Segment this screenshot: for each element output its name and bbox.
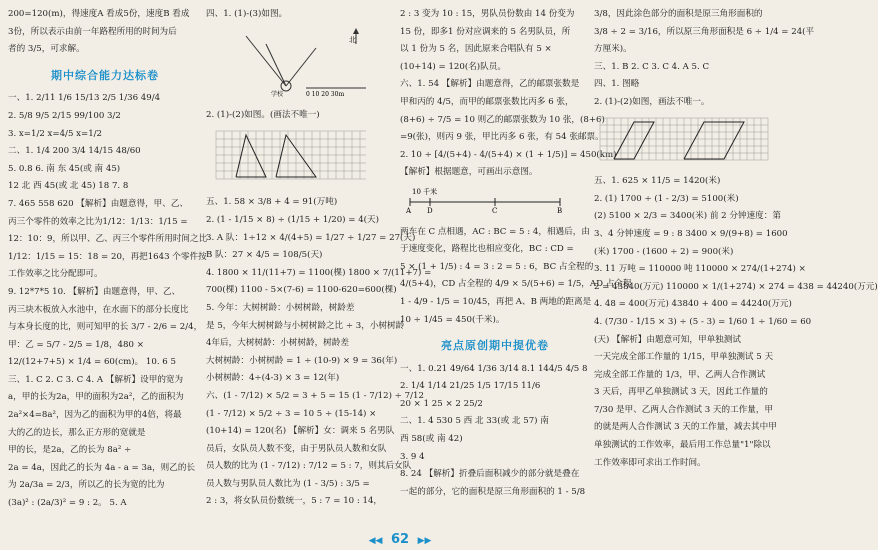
grid-triangle-diagram	[206, 127, 376, 185]
answer-line: 二、1. 4 530 5 西 北 33(或 北 57) 南	[400, 416, 549, 427]
answer-line: 六、(1 - 7/12) × 5/2 = 3 + 5 = 15 (1 - 7/12) ÷ 7/12	[206, 390, 424, 401]
answer-line: 12/(12+7+5) × 1/4 = 60(cm)。 10. 6 5	[8, 357, 176, 368]
answer-line: 五、1. 625 × 11/5 = 1420(米)	[594, 176, 721, 187]
answer-line: 2a²×4=8a²，因为乙的面积为甲的4倍，将最	[8, 410, 182, 421]
column-1	[8, 6, 208, 528]
answer-line: 工作效率之比分配即可。	[8, 269, 103, 280]
answer-line: 工作效率即可求出工作时间。	[594, 457, 706, 468]
answer-line: 一天完成全部工作量的 1/15，甲单独测试 5 天	[594, 352, 774, 363]
answer-line: 2. 1/4 1/14 21/25 1/5 17/15 11/6	[400, 381, 541, 392]
answer-line: 2. 5/8 9/5 2/15 99/100 3/2	[8, 110, 121, 121]
answer-line: 5. 0.8 6. 南 东 45(或 南 45)	[8, 163, 121, 174]
answer-line: (1 - 7/12) × 5/2 ÷ 3 = 10 5 ÷ (15-14) ×	[206, 408, 377, 419]
answer-line: 4. 1800 × 11/(11+7) = 1100(棵) 1800 × 7/(11+7) =	[206, 267, 432, 278]
answer-line: 甲和丙的 4/5，而甲的邮票张数比丙多 6 张，	[400, 96, 574, 107]
answer-list	[594, 173, 878, 472]
column-4	[594, 6, 878, 528]
answer-line: 一、1. 2/11 1/6 15/13 2/5 1/36 49/4	[8, 93, 161, 104]
answer-line: 一、1. 0.21 49/64 1/36 3/14 8.1 144/5 4/5 8	[400, 363, 588, 374]
point-b-label: B	[557, 206, 563, 215]
answer-list	[206, 6, 396, 24]
answer-line: 3. 11 万吨 = 110000 吨 110000 × 274/(1+274) ×	[594, 264, 806, 275]
answer-line: a，甲的长为2a，甲的面积为2a²，乙的面积为	[8, 392, 184, 403]
answer-line: 20 × 1 25 × 2 25/2	[400, 398, 483, 409]
answer-line: 三、1. B 2. C 3. C 4. A 5. C	[594, 61, 710, 72]
answer-line: (10+14) = 120(名)队员。	[400, 61, 506, 72]
answer-line: 700(棵) 1100 - 5×(7-6) = 1100-620=600(棵)	[206, 285, 397, 296]
answer-line: 五、1. 58 × 3/8 + 4 = 91(万吨)	[206, 197, 338, 208]
answer-line: 小树树龄：4÷(4-3) × 3 = 12(年)	[206, 373, 340, 384]
section-title-midterm-excellence: 亮点原创期中提优卷	[441, 339, 549, 353]
point-a-label: A	[406, 206, 412, 215]
answer-line: 4. (7/30 - 1/15 × 3) ÷ (5 - 3) = 1/60 1 ÷ 1/60 = 60	[594, 316, 812, 327]
school-label: 学校	[271, 90, 284, 98]
answer-line: 1/12：1/15 = 15：18 = 20，再把1643 个零件按	[8, 251, 207, 262]
answer-line: 丙三个零件的效率之比为1/12：1/13：1/15 =	[8, 216, 188, 227]
answer-line: 3. x=1/2 x=4/5 x=1/2	[8, 128, 103, 139]
page-number: 62	[390, 532, 410, 547]
answer-line: 六、1. 54 【解析】由题意得，乙的邮票张数是	[400, 79, 580, 90]
answer-line: 员人数与男队员人数比为 (1 - 3/5) : 3/5 =	[206, 478, 370, 489]
answer-list	[206, 107, 396, 125]
answer-line: (8+6) ÷ 7/5 = 10 则乙的邮票张数为 10 张，(8+6)	[400, 114, 605, 125]
answer-line: 以 1 份为 5 名，因此原来合唱队有 5 ×	[400, 44, 552, 55]
answer-line: 3、4 分钟速度 = 9 : 8 3400 × 9/(9+8) = 1600	[594, 228, 788, 239]
answer-line: 3份，所以表示由前一年路程所用的时间为后	[8, 26, 177, 37]
answer-line: 三、1. C 2. C 3. C 4. A 【解析】设甲的宽为	[8, 374, 184, 385]
answer-line: 2a = 4a，因此乙的长为 4a - a = 3a，则乙的长	[8, 462, 196, 473]
answer-list	[594, 6, 815, 112]
point-c-label: C	[492, 206, 498, 215]
answer-line: 四、1. 图略	[594, 79, 640, 90]
answer-line: 8. 24 【解析】折叠后面积减少的部分就是叠在	[400, 469, 580, 480]
answer-line: 10 ÷ 1/45 = 450(千米)。	[400, 314, 505, 325]
answer-line: 大的乙的边长，那么正方形的宽就是	[8, 427, 146, 438]
answer-line: 员人数的比为 (1 - 7/12) : 7/12 = 5 : 7，则其后女队	[206, 461, 412, 472]
answer-line: 一起的部分，它的面积是原三角形面积的 1 - 5/8	[400, 486, 586, 497]
answer-line: =9(张)，则丙 9 张，甲比丙多 6 张，有 54 张邮票。	[400, 132, 604, 143]
answer-line: 2. (1)-(2)如图。(画法不唯一)	[206, 110, 320, 121]
north-label: 北	[349, 35, 356, 44]
answer-line: 2 : 3，将女队员份数统一，5 : 7 = 10 : 14，	[206, 496, 383, 507]
answer-line: 3. A 队：1÷12 × 4/(4+5) = 1/27 ÷ 1/27 = 27(天)	[206, 232, 416, 243]
next-page-icon[interactable]: ▶▶	[417, 536, 432, 546]
answer-line: 四、1. (1)-(3)如图。	[206, 9, 288, 19]
answer-line: 3/8 ÷ 2 = 3/16，所以原三角形面积是 6 ÷ 1/4 = 24(平	[594, 26, 815, 37]
answer-line: (天) 【解析】由题意可知，甲单独测试	[594, 334, 741, 345]
section-title-midterm-ability: 期中综合能力达标卷	[51, 68, 159, 82]
answer-line: 1 - 4/9 - 1/5 = 10/45，再把 A、B 两地的距离是	[400, 296, 592, 307]
page-footer	[0, 532, 800, 547]
answer-line: 4. 48 = 400(万元) 43840 + 400 = 44240(万元)	[594, 299, 792, 310]
answer-line: 2. (1) 1700 ÷ (1 - 2/3) = 5100(米)	[594, 193, 739, 204]
answer-line: (10+14) = 120(名) 【解析】女：调来 5 名男队	[206, 426, 395, 437]
answer-line: 员后，女队员人数不变，由于男队员人数和女队	[206, 443, 387, 454]
answer-line: 方厘米)。	[594, 44, 632, 55]
answer-line: 单独测试的工作效率，最后用工作总量"1"除以	[594, 440, 771, 451]
answer-list	[8, 90, 208, 512]
answer-line: 丙三块木板放入水池中，在水面下的部分长度比	[8, 304, 189, 315]
answer-list	[400, 361, 590, 502]
answer-line: 西 58(或 南 42)	[400, 434, 463, 445]
answer-line: 二、1. 1/4 200 3/4 14/15 48/60	[8, 146, 141, 157]
answer-line: B 队：27 × 4/5 = 108/5(天)	[206, 250, 323, 261]
answer-line: 与本身长度的比，则可知甲的长 3/7 - 2/6 = 2/4，	[8, 322, 203, 333]
answer-line: 大树树龄：小树树龄 = 1 ÷ (10-9) × 9 = 36(年)	[206, 355, 398, 366]
answer-line: 4年后，大树树龄：小树树龄，树龄差	[206, 338, 349, 349]
answer-line: 9. 12*7*5 10. 【解析】由题意得，甲、乙、	[8, 286, 181, 297]
answer-line: 2. (1)-(2)如图，画法不唯一。	[594, 96, 710, 107]
answer-line: 【解析】根据题意，可画出示意图。	[400, 167, 538, 178]
answer-line: 5 × (1 + 1/5) : 4 = 3 : 2 = 5 : 6，BC 占全程的	[400, 261, 594, 272]
answer-line: 7. 465 558 620 【解析】由题意得，甲、乙、	[8, 198, 189, 209]
answer-line: 是 5，今年大树树龄与小树树龄之比 ÷ 3，小树树龄	[206, 320, 405, 331]
answer-line: 3. 9 4	[400, 451, 425, 462]
answer-line: 甲的长，是2a，乙的长为 8a² ÷	[8, 445, 132, 456]
answer-line: (米) 1700 - (1600 ÷ 2) = 900(米)	[594, 246, 734, 257]
intro-text	[8, 6, 202, 59]
answer-line: 2 = 43840(万元) 110000 × 1/(1+274) × 274 = 438 = 44240(万元)	[594, 281, 878, 292]
answer-line: 甲：乙 = 5/7 - 2/5 = 1/8，480 ×	[8, 339, 144, 350]
ten-km-label: 10 千米	[412, 187, 438, 196]
answer-line: 者的 3/5，可求解。	[8, 44, 85, 55]
answer-line: 12 北 西 45(或 北 45) 18 7. 8	[8, 181, 129, 192]
prev-page-icon[interactable]: ◀◀	[368, 536, 383, 546]
line-segment-diagram	[400, 184, 570, 214]
answer-line: 为 2a/3a = 2/3，所以乙的长为宽的比为	[8, 480, 165, 491]
answer-line: 于速度变化，路程比也相应变化，BC : CD =	[400, 244, 574, 255]
point-d-label: D	[427, 206, 433, 215]
answer-line: 12：10：9，所以甲、乙、丙三个零件所用时间之比	[8, 234, 208, 245]
answer-line: 3 天后，再甲乙单独测试 3 天，因此工作量的	[594, 387, 768, 398]
answer-line: (2) 5100 × 2/3 = 3400(米) 前 2 分钟速度：第	[594, 211, 781, 222]
answer-line: 的就是两人合作测试 3 天的工作量，减去其中甲	[594, 422, 777, 433]
answer-line: 2. (1 - 1/15 × 8) ÷ (1/15 + 1/20) = 4(天)	[206, 214, 379, 225]
answer-line: 4/(5+4)，CD 占全程的 4/9 × 5/(5+6) = 1/5，AD 占全程	[400, 279, 632, 290]
answer-line: 两车在 C 点相遇，AC : BC = 5 : 4，相遇后，由	[400, 226, 590, 237]
answer-line: 2. 10 ÷ [4/(5+4) - 4/(5+4) × (1 + 1/5)] = 450(km)	[400, 149, 617, 160]
answer-line: 5. 今年：大树树龄：小树树龄，树龄差	[206, 302, 355, 313]
answer-line: 15 份，即多1 份对应调来的 5 名男队员，所	[400, 26, 571, 37]
answer-line: 完成全部工作量的 1/3，甲、乙两人合作测试	[594, 369, 766, 380]
compass-map-diagram	[206, 26, 376, 98]
scale-label: 0 10 20 30m	[306, 90, 345, 98]
grid-parallelogram-diagram	[594, 114, 774, 164]
answer-line: 200=120(m)，得速度A 看成5份，速度B 看成	[8, 9, 190, 19]
answer-line: 2 : 3 变为 10 : 15，男队员份数由 14 份变为	[400, 9, 575, 19]
answer-line: 7/30 是甲、乙两人合作测试 3 天的工作量，甲	[594, 404, 774, 415]
answer-line: 3/8，因此涂色部分的面积是原三角形面积的	[594, 9, 763, 19]
answer-list	[400, 224, 632, 330]
answer-line: (3a)² : (2a/3)² = 9 : 2。 5. A	[8, 498, 127, 509]
